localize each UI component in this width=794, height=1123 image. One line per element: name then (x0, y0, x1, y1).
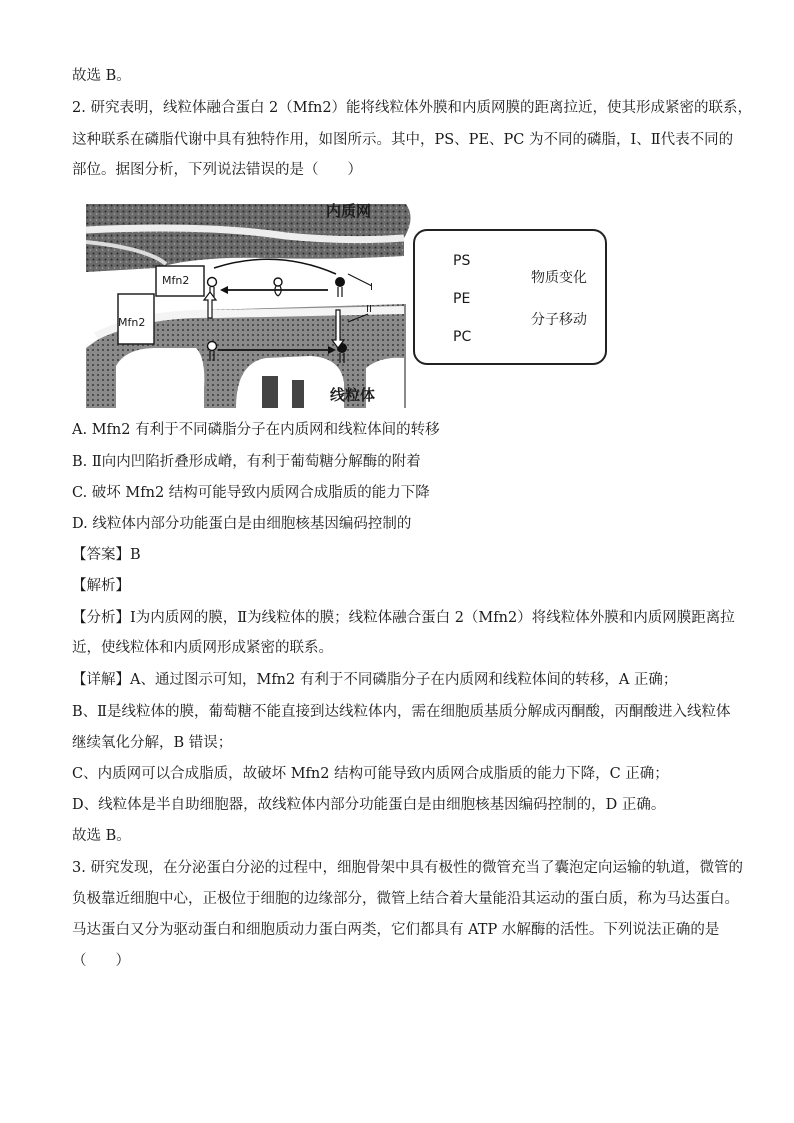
question-2-stem: 2. 研究表明，线粒体融合蛋白 2（Mfn2）能将线粒体外膜和内质网膜的距离拉近，使其形成紧密的联系， (72, 100, 753, 116)
detail-line: 【详解】A、通过图示可知，Mfn2 有利于不同磷脂分子在内质网和线粒体间的转移，A 正确； (72, 672, 678, 688)
mitochondria-label: 线粒体 (330, 386, 376, 404)
mfn2-label-top: Mfn2 (162, 274, 190, 287)
option-a: A. Mfn2 有利于不同磷脂分子在内质网和线粒体间的转移 (72, 422, 440, 438)
legend-ps: PS (453, 253, 471, 269)
mfn2-label-bottom: Mfn2 (118, 316, 146, 329)
figure-legend (413, 229, 607, 365)
answer-line: 【答案】B (72, 547, 141, 563)
text-line: 这种联系在磷脂代谢中具有独特作用，如图所示。其中，PS、PE、PC 为不同的磷脂，Ⅰ、Ⅱ代表不同的 (72, 132, 734, 148)
detail-line: C、内质网可以合成脂质，故破坏 Mfn2 结构可能导致内质网合成脂质的能力下降，C 正确； (72, 766, 669, 782)
analysis-line: 近，使线粒体和内质网形成紧密的联系。 (72, 640, 333, 656)
site-I-label: I (370, 282, 373, 293)
legend-pe: PE (453, 291, 471, 307)
site-II-label: II (366, 304, 372, 315)
detail-line: 继续氧化分解，B 错误； (72, 735, 233, 751)
option-d: D. 线粒体内部分功能蛋白是由细胞核基因编码控制的 (72, 516, 412, 532)
text-line: （ ） (72, 953, 130, 969)
er-label: 内质网 (326, 202, 372, 220)
text-line: 部位。据图分析，下列说法错误的是（ ） (72, 162, 362, 178)
question-3-stem: 3. 研究发现，在分泌蛋白分泌的过程中，细胞骨架中具有极性的微管充当了囊泡定向运输的轨道，微管的 (72, 860, 743, 876)
analysis-line: 【分析】Ⅰ为内质网的膜，Ⅱ为线粒体的膜；线粒体融合蛋白 2（Mfn2）将线粒体外膜和内质网膜距离拉 (72, 610, 735, 626)
detail-line: B、Ⅱ是线粒体的膜，葡萄糖不能直接到达线粒体内，需在细胞质基质分解成丙酮酸，丙酮酸进入线粒体 (72, 704, 731, 720)
option-c: C. 破坏 Mfn2 结构可能导致内质网合成脂质的能力下降 (72, 485, 430, 501)
legend-material-change: 物质变化 (531, 270, 587, 286)
text-line: 马达蛋白又分为驱动蛋白和细胞质动力蛋白两类，它们都具有 ATP 水解酶的活性。下列说法正确的是 (72, 922, 720, 938)
legend-molecule-move: 分子移动 (531, 312, 587, 328)
text-line: 负极靠近细胞中心，正极位于细胞的边缘部分，微管上结合着大量能沿其运动的蛋白质，称为马达蛋白。 (72, 891, 739, 907)
legend-pc: PC (453, 329, 472, 345)
analysis-heading: 【解析】 (72, 578, 130, 594)
text-line: 故选 B。 (72, 828, 131, 844)
text-line: 故选 B。 (72, 68, 131, 84)
option-b: B. Ⅱ向内凹陷折叠形成嵴，有利于葡萄糖分解酶的附着 (72, 454, 421, 470)
detail-line: D、线粒体是半自助细胞器，故线粒体内部分功能蛋白是由细胞核基因编码控制的，D 正确。 (72, 797, 666, 813)
